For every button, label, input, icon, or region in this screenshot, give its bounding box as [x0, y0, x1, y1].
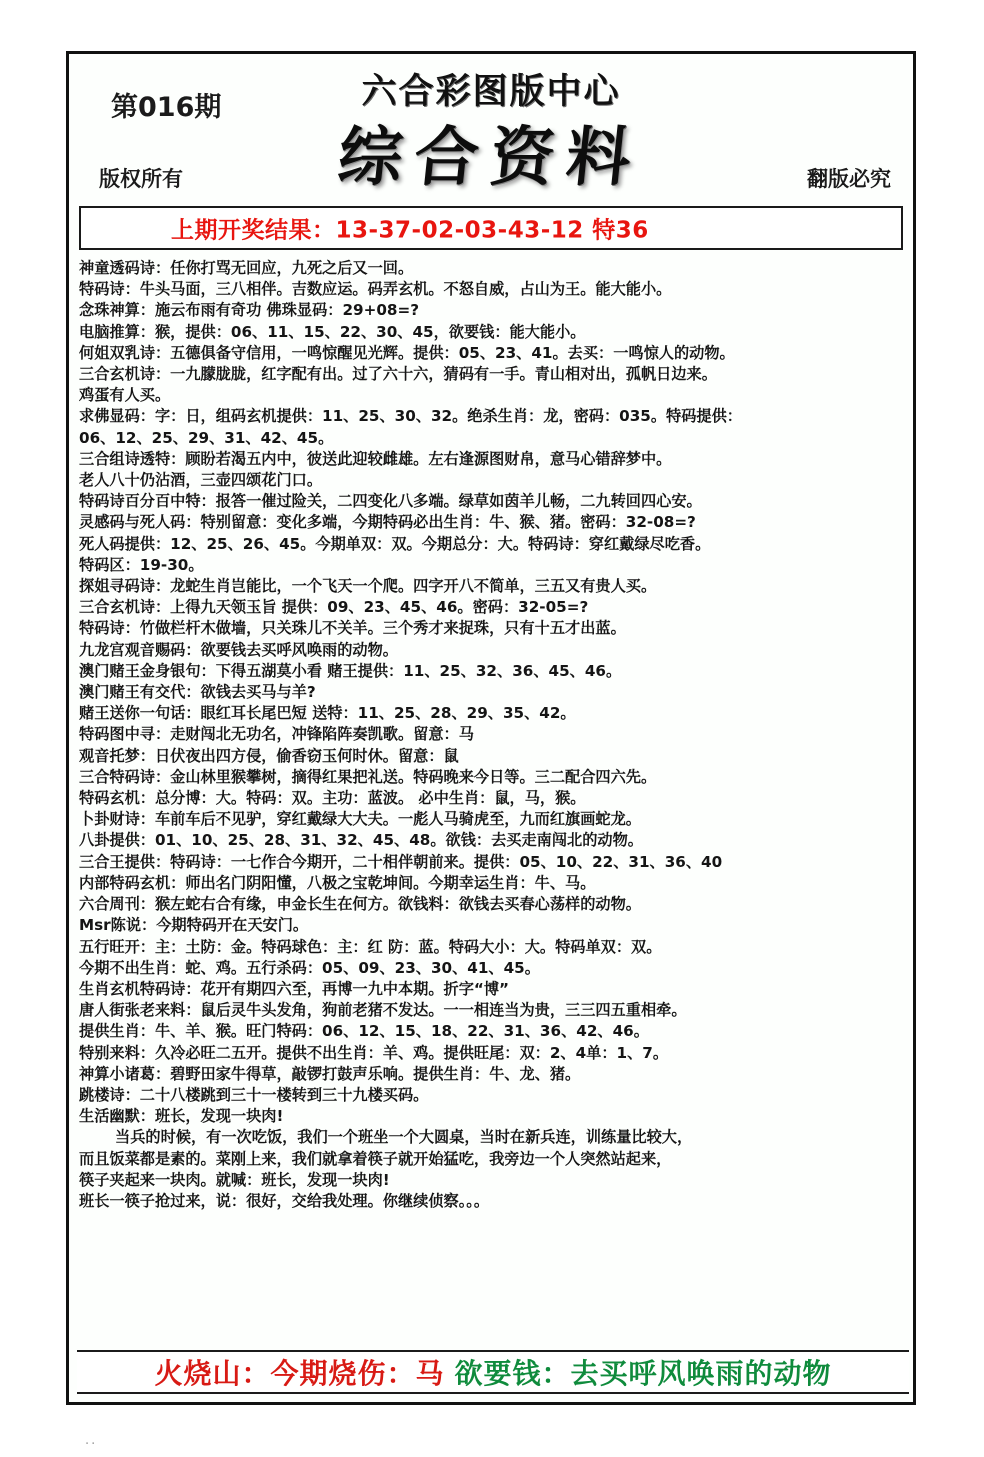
content-line: 特码图中寻：走财闯北无功名，冲锋陷阵奏凯歌。留意：马	[79, 725, 474, 744]
content-line: 提供生肖：牛、羊、猴。旺门特码：06、12、15、18、22、31、36、42、46。	[79, 1022, 649, 1041]
footer-banner-green-text: 欲要钱：去买呼风唤雨的动物	[454, 1357, 832, 1390]
content-line: 生活幽默：班长，发现一块肉!	[79, 1107, 284, 1126]
poster-frame	[66, 51, 916, 1405]
poster-header	[69, 54, 913, 206]
content-line: 灵感码与死人码：特别留意：变化多端，今期特码必出生肖：牛、猴、猪。密码：32-08=?	[79, 513, 696, 532]
copyright-notice: 版权所有	[99, 166, 183, 191]
content-line: 三合玄机诗：上得九天领玉旨 提供：09、23、45、46。密码：32-05=?	[79, 598, 589, 617]
footer-banner	[77, 1350, 909, 1394]
content-line: 内部特码玄机：师出名门阴阳懂，八极之宝乾坤间。今期幸运生肖：牛、马。	[79, 873, 596, 892]
content-line: 跳楼诗：二十八楼跳到三十一楼转到三十九楼买码。	[79, 1085, 429, 1104]
content-line: 六合周刊：猴左蛇右合有缘，申金长生在何方。欲钱料：欲钱去买春心荡样的动物。	[79, 895, 641, 914]
issue-number: 第016期	[111, 92, 222, 123]
content-line: 今期不出生肖：蛇、鸡。五行杀码：05、09、23、30、41、45。	[79, 958, 540, 977]
content-line: 特码玄机：总分博：大。特码：双。主功：蓝波。 必中生肖：鼠，马，猴。	[79, 789, 586, 808]
content-line: 八卦提供：01、10、25、28、31、32、45、48。欲钱：去买走南闯北的动物。	[79, 831, 643, 850]
content-line: 九龙宫观音赐码：欲要钱去买呼风唤雨的动物。	[79, 640, 398, 659]
content-line: 06、12、25、29、31、42、45。	[79, 428, 334, 447]
content-line: 卜卦财诗：车前车后不见驴，穿红戴绿大大夫。一彪人马骑虎至，九而红旗画蛇龙。	[79, 810, 641, 829]
joke-line: 筷子夹起来一块肉。就喊：班长，发现一块肉!	[79, 1170, 390, 1189]
reprint-warning: 翻版必究	[807, 166, 891, 191]
content-line: 三合组诗透特：顾盼若渴五内中，彼送此迎较雌雄。左右逢源图财帛，意马心错辞梦中。	[79, 449, 672, 468]
content-line: 特别来料：久冷必旺二五开。提供不出生肖：羊、鸡。提供旺尾：双：2、4单：1、7。	[79, 1043, 669, 1062]
content-line: 老人八十仍沾酒，三壶四颂花门口。	[79, 471, 322, 490]
content-line: 三合玄机诗：一九朦胧胧，红字配有出。过了六十六，猜码有一手。青山相对出，孤帆日边来。	[79, 365, 717, 384]
footer-banner-red-text: 火烧山：今期烧伤：马	[154, 1357, 445, 1390]
site-title: 六合彩图版中心	[361, 72, 621, 112]
content-line: 三合特码诗：金山林里猴攀树，摘得红果把礼送。特码晚来今日等。三二配合四六先。	[79, 767, 657, 786]
content-line: 特码诗百分百中特：报答一催过险关，二四变化八多端。绿草如茵羊儿畅，二九转回四心安。	[79, 492, 702, 511]
content-line: 探姐寻码诗：龙蛇生肖岂能比，一个飞天一个爬。四字开八不简单，三五又有贵人买。	[79, 577, 657, 596]
page-title: 综合资料	[334, 120, 647, 195]
last-draw-result-text: 上期开奖结果：13-37-02-03-43-12 特36	[171, 217, 649, 244]
content-line: 神童透码诗：任你打骂无回应，九死之后又一回。	[79, 259, 414, 277]
stray-marks: ..	[85, 1433, 98, 1448]
content-line: 澳门赌王金身银句：下得五湖莫小看 赌王提供：11、25、32、36、45、46。	[79, 661, 622, 680]
content-line: 鸡蛋有人买。	[79, 386, 171, 405]
joke-line: 而且饭菜都是素的。菜刚上来，我们就拿着筷子就开始猛吃，我旁边一个人突然站起来，	[79, 1149, 672, 1168]
content-line: 特码诗：竹做栏杆木做墙，只关珠儿不关羊。三个秀才来捉珠，只有十五才出蓝。	[79, 619, 626, 638]
content-line: 求佛显码：字：日，组码玄机提供：11、25、30、32。绝杀生肖：龙，密码：035。特码提供：	[79, 407, 742, 426]
content-line: 念珠神算：施云布雨有奇功 佛珠显码：29+08=?	[79, 301, 420, 320]
content-line: 特码区：19-30。	[79, 555, 204, 574]
joke-line: 当兵的时候，有一次吃饭，我们一个班坐一个大圆桌，当时在新兵连，训练量比较大，	[115, 1128, 693, 1147]
content-line: 三合王提供：特码诗：一七作合今期开，二十相伴朝前来。提供：05、10、22、31、36、40	[79, 852, 723, 871]
content-line: 赌王送你一句话：眼红耳长尾巴短 送特：11、25、28、29、35、42。	[79, 704, 576, 723]
content-line: 唐人街张老来料：鼠后灵牛头发角，狗前老猪不发达。一一相连当为贵，三三四五重相牵。	[79, 1001, 687, 1020]
joke-line: 班长一筷子抢过来，说：很好，交给我处理。你继续侦察。。。	[79, 1191, 490, 1210]
content-body	[69, 250, 913, 1212]
content-line: 神算小诸葛：碧野田家牛得草，敲锣打鼓声乐响。提供生肖：牛、龙、猪。	[79, 1064, 581, 1083]
content-line: Msr陈说：今期特码开在天安门。	[79, 916, 309, 935]
content-line: 观音托梦：日伏夜出四方侵，偷香窃玉何时休。留意：鼠	[79, 746, 459, 765]
content-line: 五行旺开：主：土防：金。特码球色：主：红 防：蓝。特码大小：大。特码单双：双。	[79, 937, 662, 956]
last-draw-result-bar	[79, 206, 903, 250]
content-line: 生肖玄机特码诗：花开有期四六至，再博一九中本期。折字“博”	[79, 979, 510, 998]
content-line: 特码诗：牛头马面，三八相伴。吉数应运。码弄玄机。不怒自威，占山为王。能大能小。	[79, 280, 672, 299]
content-line: 澳门赌王有交代：欲钱去买马与羊?	[79, 683, 316, 702]
content-line: 何姐双乳诗：五德俱备守信用，一鸣惊醒见光辉。提供：05、23、41。去买：一鸣惊人的动物。	[79, 343, 735, 362]
content-line: 电脑推算：猴，提供：06、11、15、22、30、45，欲要钱：能大能小。	[79, 322, 586, 341]
content-line: 死人码提供：12、25、26、45。今期单双：双。今期总分：大。特码诗：穿红戴绿尽吃香。	[79, 534, 711, 553]
